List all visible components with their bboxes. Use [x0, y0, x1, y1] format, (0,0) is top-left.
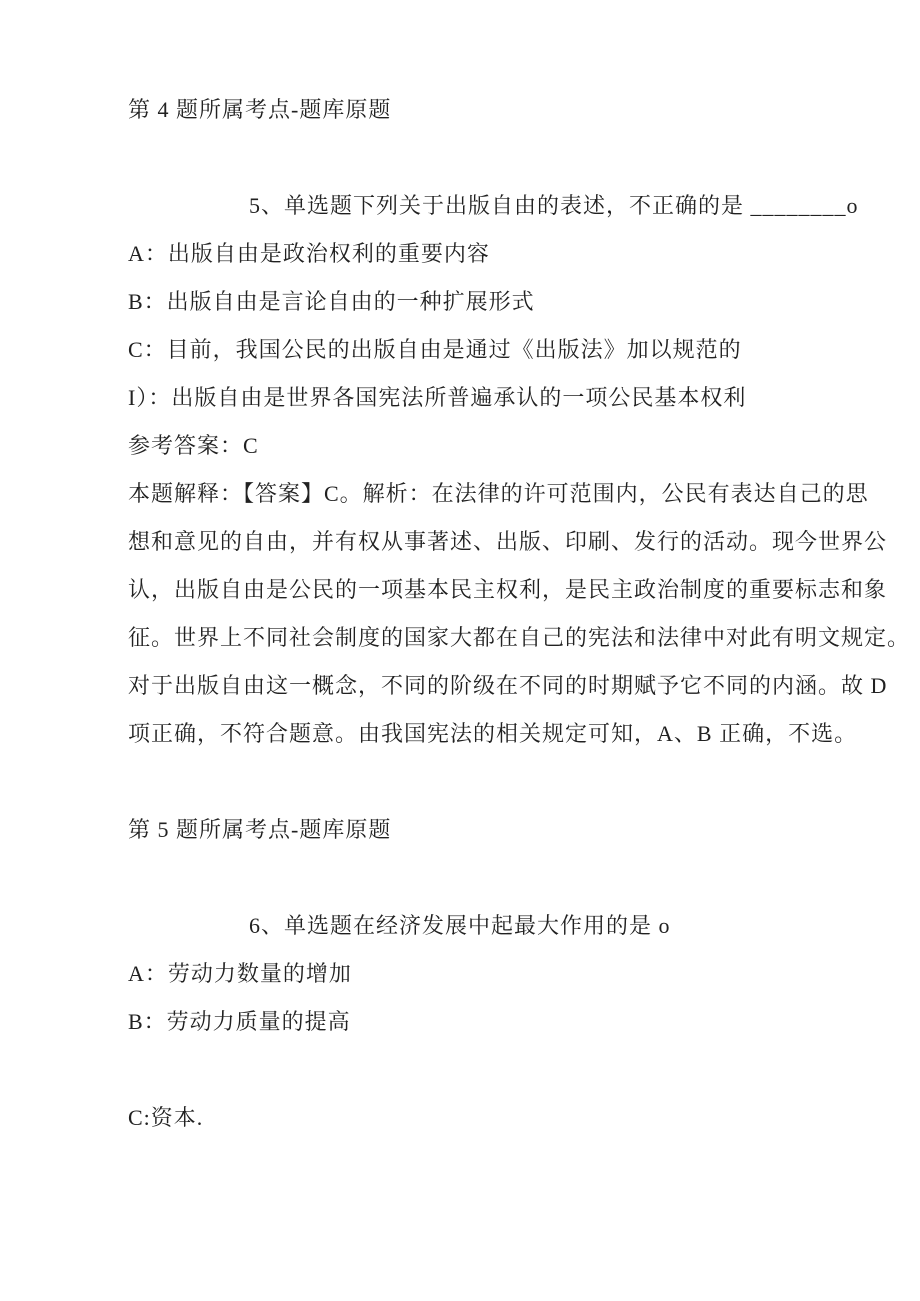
q5-explanation-line: 征。世界上不同社会制度的国家大都在自己的宪法和法律中对此有明文规定。: [128, 625, 911, 650]
q6-option-c: C:资本.: [128, 1105, 204, 1130]
blank-line: [128, 134, 820, 182]
q6-stem: 6、单选题在经济发展中起最大作用的是 o: [249, 913, 671, 938]
q6-option-b: B：劳动力质量的提高: [128, 1009, 351, 1034]
blank-line: [128, 758, 820, 806]
blank-line: [128, 854, 820, 902]
q5-explanation-line: 想和意见的自由，并有权从事著述、出版、印刷、发行的活动。现今世界公: [128, 529, 888, 554]
q5-option-c: C：目前，我国公民的出版自由是通过《出版法》加以规范的: [128, 337, 742, 362]
q4-topic-line: 第 4 题所属考点-题库原题: [128, 97, 392, 122]
q5-explanation-line: 项正确，不符合题意。由我国宪法的相关规定可知，A、B 正确，不选。: [128, 721, 858, 746]
q6-option-a: A：劳动力数量的增加: [128, 961, 352, 986]
q5-explanation-line: 认，出版自由是公民的一项基本民主权利，是民主政治制度的重要标志和象: [128, 577, 888, 602]
q5-explanation-line: 对于出版自由这一概念，不同的阶级在不同的时期赋予它不同的内涵。故 D: [128, 673, 888, 698]
q5-option-b: B：出版自由是言论自由的一种扩展形式: [128, 289, 535, 314]
q5-topic-line: 第 5 题所属考点-题库原题: [128, 817, 392, 842]
q5-explanation-line: 本题解释：【答案】C。解析：在法律的许可范围内，公民有表达自己的思: [128, 481, 869, 506]
q5-option-a: A：出版自由是政治权利的重要内容: [128, 241, 490, 266]
q5-option-d: I）：出版自由是世界各国宪法所普遍承认的一项公民基本权利: [128, 385, 747, 410]
blank-line: [128, 1046, 820, 1094]
q5-reference-answer: 参考答案：C: [128, 433, 259, 458]
q5-stem: 5、单选题下列关于出版自由的表述，不正确的是 ________o: [249, 193, 859, 218]
